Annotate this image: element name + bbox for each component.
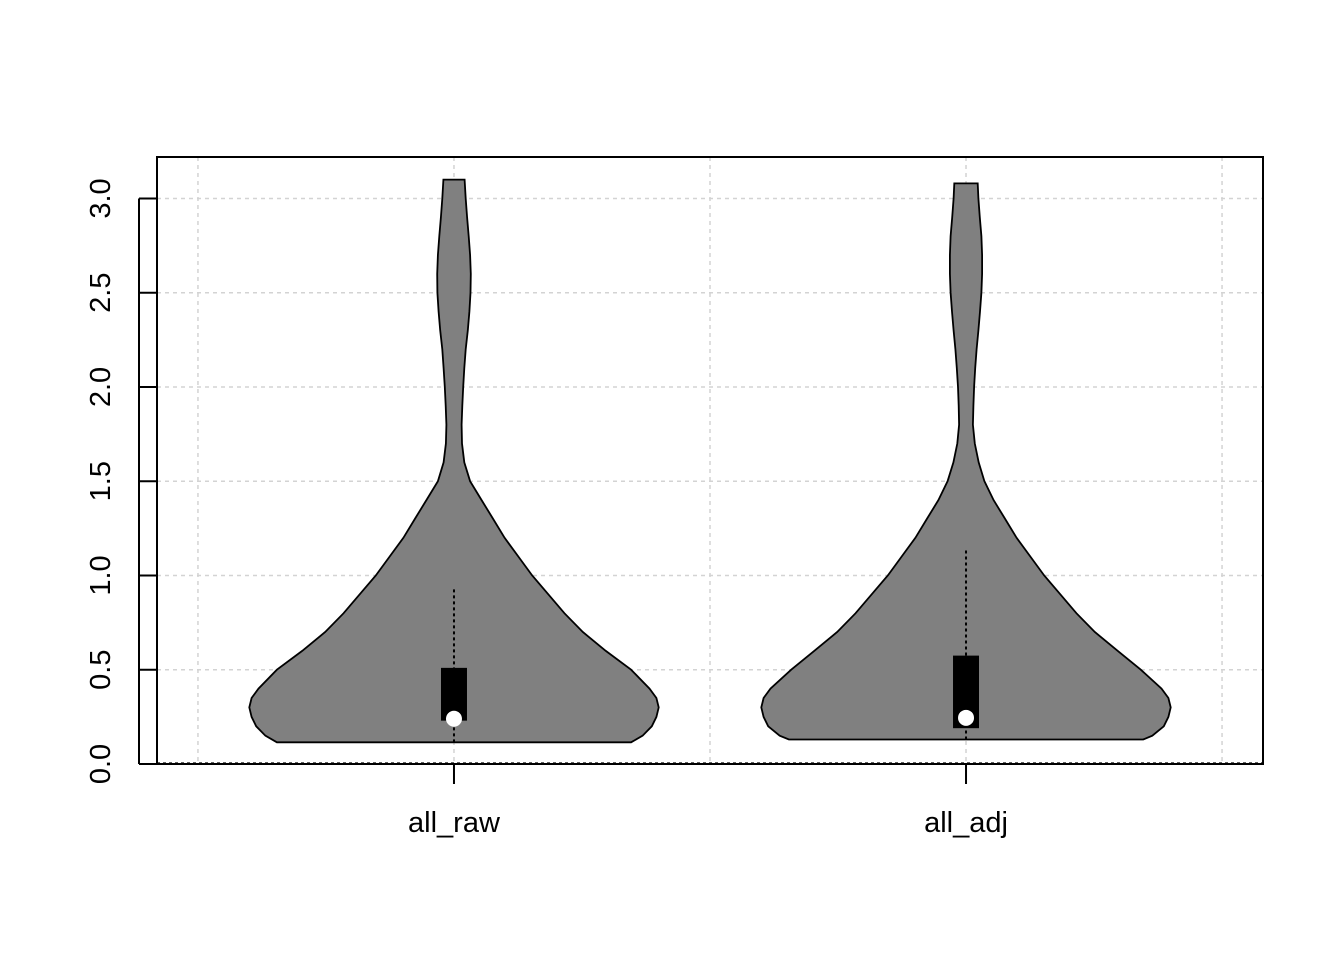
y-tick-label: 1.5 [85, 461, 118, 502]
x-tick-label: all_raw [408, 807, 500, 839]
y-tick-label: 2.0 [84, 366, 117, 408]
y-tick-label: 0.0 [85, 743, 117, 785]
x-tick-label: all_adj [924, 807, 1008, 839]
y-tick-label: 0.5 [85, 649, 118, 690]
y-tick-label: 2.5 [85, 272, 118, 313]
median-point-all_adj [958, 710, 974, 726]
median-point-all_raw [446, 711, 462, 727]
y-tick-label: 3.0 [84, 178, 117, 219]
y-tick-label: 1.0 [84, 555, 117, 596]
